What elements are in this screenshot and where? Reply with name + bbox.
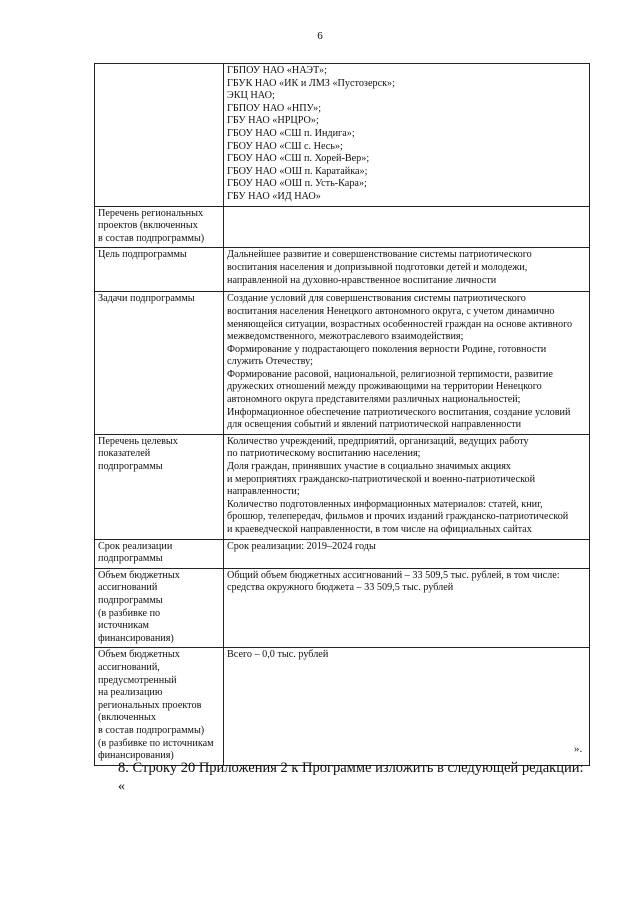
row-label-cell	[95, 539, 224, 568]
label-line: Цель подпрограммы	[98, 249, 187, 261]
value-line: Создание условий для совершенствования системы патриотического	[227, 293, 526, 305]
row-value-cell	[224, 648, 590, 766]
value-line: Количество учреждений, предприятий, организаций, ведущих работу	[227, 435, 529, 447]
row-label-cell	[95, 248, 224, 292]
label-line: Объем бюджетных	[98, 649, 180, 661]
row-label-cell	[95, 206, 224, 248]
value-line: воспитания населения Ненецкого автономного округа, с учетом динамично	[227, 305, 555, 317]
row-label-cell	[95, 292, 224, 435]
value-line: Информационное обеспечение патриотического воспитания, создание условий	[227, 406, 571, 418]
label-line: ассигнований	[98, 582, 158, 594]
value-line: меняющейся ситуации, возрастных особенностей граждан на основе активного	[227, 318, 573, 330]
page-number: 6	[317, 30, 323, 42]
value-line: Срок реализации: 2019–2024 годы	[227, 540, 376, 552]
label-line: проектов (включенных	[98, 220, 198, 232]
table-row	[95, 206, 590, 248]
table-row	[95, 292, 590, 435]
row-value-cell	[224, 434, 590, 539]
value-line: Всего – 0,0 тыс. рублей	[227, 649, 329, 661]
value-line: по патриотическому воспитанию населения;	[227, 448, 421, 460]
value-line: ГБОУ НАО «СШ с. Несь»;	[227, 140, 343, 152]
label-line: ассигнований,	[98, 661, 160, 673]
value-line: межведомственного, межотраслевого взаимодействия;	[227, 331, 464, 343]
value-line: Количество подготовленных информационных материалов: статей, книг,	[227, 498, 543, 510]
value-line: ГБУ НАО «НРЦРО»;	[227, 115, 319, 127]
row-value-cell	[224, 568, 590, 648]
table-row	[95, 568, 590, 648]
label-line: региональных проектов	[98, 699, 202, 711]
label-line: в состав подпрограммы)	[98, 232, 205, 244]
value-line: ГБОУ НАО «ОШ п. Усть-Кара»;	[227, 178, 367, 190]
table-row	[95, 434, 590, 539]
label-line: (в разбивке по	[98, 607, 161, 619]
row-label-cell	[95, 434, 224, 539]
label-line: в состав подпрограммы)	[98, 724, 205, 736]
value-line: ГБОУ НАО «СШ п. Хорей-Вер»;	[227, 153, 370, 165]
label-line: финансирования)	[98, 750, 174, 762]
value-line: Общий объем бюджетных ассигнований – 33 509,5 тыс. рублей, в том числе:	[227, 569, 560, 581]
label-line: финансирования)	[98, 632, 174, 644]
label-line: Объем бюджетных	[98, 569, 180, 581]
row-label-cell	[95, 64, 224, 207]
row-value-cell	[224, 206, 590, 248]
label-line: Задачи подпрограммы	[98, 293, 195, 305]
table-row	[95, 539, 590, 568]
value-line: Дальнейшее развитие и совершенствование системы патриотического	[227, 249, 532, 261]
value-line: брошюр, телепередач, фильмов и прочих изданий гражданско-патриотической	[227, 511, 569, 523]
label-line: (включенных	[98, 712, 156, 724]
value-line: и краеведческой направленности, в том числе на официальных сайтах	[227, 524, 532, 535]
value-line: Формирование расовой, национальной, религиозной терпимости, развитие	[227, 368, 553, 380]
value-line: направленной на духовно-нравственное воспитание личности	[227, 274, 497, 286]
row-value-cell	[224, 292, 590, 435]
value-line: воспитания населения и допризывной подготовки детей и молодежи,	[227, 261, 528, 273]
row-value-cell	[224, 64, 590, 207]
label-line: источникам	[98, 620, 149, 632]
opening-quote-mark: «	[118, 779, 125, 794]
row-label-cell	[95, 568, 224, 648]
subprogram-passport-table	[94, 63, 590, 766]
item-8-paragraph: 8. Строку 20 Приложения 2 к Программе изложить в следующей редакции:	[118, 760, 584, 776]
value-line: Доля граждан, принявших участие в социально значимых акциях	[227, 461, 511, 473]
label-line: предусмотренный	[98, 674, 177, 686]
label-line: Срок реализации	[98, 540, 173, 552]
row-label-cell	[95, 648, 224, 766]
value-line: и мероприятиях гражданско-патриотической и военно-патриотической	[227, 473, 536, 485]
label-line: подпрограммы	[98, 553, 163, 565]
value-line: для освещения событий и явлений патриотической направленности	[227, 419, 522, 431]
row-value-cell	[224, 248, 590, 292]
value-line: ГБПОУ НАО «НАЭТ»;	[227, 65, 327, 76]
value-line: дружеских отношений между проживающими на территории Ненецкого	[227, 381, 542, 393]
value-line: ГБОУ НАО «СШ п. Индига»;	[227, 127, 355, 139]
value-line: направленности;	[227, 486, 300, 498]
row-value-cell	[224, 539, 590, 568]
table-row	[95, 648, 590, 766]
label-line: подпрограммы	[98, 461, 163, 473]
value-line: ЭКЦ НАО;	[227, 90, 275, 102]
value-line: средства окружного бюджета – 33 509,5 тыс. рублей	[227, 582, 454, 594]
table-row	[95, 64, 590, 207]
label-line: подпрограммы	[98, 594, 163, 606]
value-line: служить Отечеству;	[227, 356, 313, 368]
label-line: на реализацию	[98, 687, 163, 699]
value-line: ГБОУ НАО «ОШ п. Каратайка»;	[227, 165, 368, 177]
table-row	[95, 248, 590, 292]
value-line: ГБПОУ НАО «НПУ»;	[227, 102, 322, 114]
label-line: показателей	[98, 448, 151, 460]
closing-quote-mark: ».	[574, 743, 583, 755]
value-line: ГБУК НАО «ИК и ЛМЗ «Пустозерск»;	[227, 77, 395, 89]
label-line: Перечень целевых	[98, 435, 178, 447]
value-line: Формирование у подрастающего поколения верности Родине, готовности	[227, 343, 547, 355]
label-line: (в разбивке по источникам	[98, 737, 214, 749]
value-line: автономного округа представителями различных национальностей;	[227, 394, 521, 406]
label-line: Перечень региональных	[98, 207, 204, 219]
value-line: ГБУ НАО «ИД НАО»	[227, 190, 321, 202]
